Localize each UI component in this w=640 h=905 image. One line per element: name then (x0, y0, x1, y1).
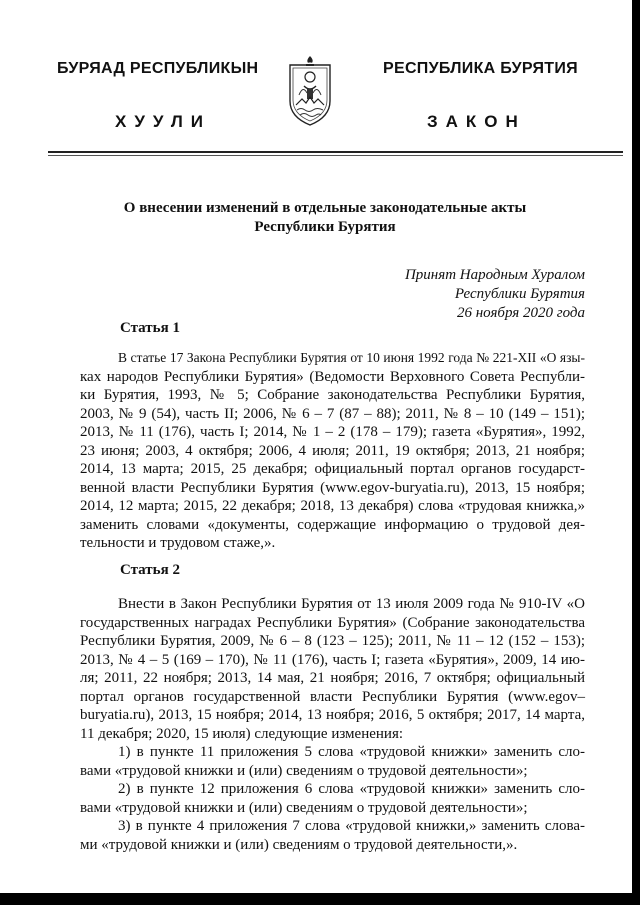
text-line: 2003, № 9 (54), часть II; 2006, № 6 – 7 (87 – 88); 2011, № 8 – 10 (149 – 151); (80, 405, 585, 422)
law-title (60, 199, 590, 237)
header-divider-thin (48, 155, 623, 156)
text-line: Внести в Закон Республики Бурятия от 13 июля 2009 года № 910-IV «О (118, 596, 585, 612)
article-2-heading: Статья 2 (120, 562, 180, 578)
header-russian-republic: РЕСПУБЛИКА БУРЯТИЯ (383, 60, 578, 77)
text-line: тельности и трудовом стаже,». (80, 535, 276, 551)
text-line: 2014, 12 марта; 2015, 22 декабря; 2018, 13 декабря) слова «трудовая книжка,» (80, 498, 585, 514)
law-title-line: Республики Бурятия (254, 219, 396, 235)
text-line: государственных наградах Республики Бурятия» (Собрание законодательства (80, 614, 585, 631)
text-line: портал органов государственной власти Республики Бурятия (www.egov– (80, 688, 585, 705)
header-divider-thick (48, 151, 623, 153)
list-item-line: вами «трудовой книжки и (или) сведениям о трудовой деятельности»; (80, 799, 528, 816)
article-2-body (80, 595, 585, 854)
coat-of-arms-icon (287, 55, 333, 127)
text-line: ля; 2011, 22 ноября; 2013, 14 мая, 21 ноября; 2016, 7 октября; официальный (80, 670, 585, 686)
header-russian-law: ЗАКОН (427, 112, 526, 131)
text-line: 2014, 13 марта; 2015, 25 декабря; официальный портал органов государст- (80, 461, 585, 477)
list-item-line: 2) в пункте 12 приложения 6 слова «трудовой книжки» заменить сло- (118, 781, 585, 797)
article-1-heading: Статья 1 (120, 320, 180, 336)
law-title-line: О внесении изменений в отдельные законодательные акты (123, 200, 527, 216)
header-buryat-law: ХУУЛИ (115, 112, 211, 131)
adoption-line: Принят Народным Хуралом (404, 267, 585, 283)
text-line: buryatia.ru), 2013, 15 ноября; 2014, 13 ноября; 2016, 5 октября; 2017, 14 марта, (80, 707, 585, 723)
text-line: венной власти Республики Бурятия (www.egov-buryatia.ru), 2013, 15 ноября; (80, 479, 585, 496)
list-item-line: 1) в пункте 11 приложения 5 слова «трудовой книжки» заменить сло- (118, 744, 585, 760)
text-line: 23 июня; 2003, 4 октября; 2006, 4 июля; 2011, 19 октября; 2013, 21 ноября; (80, 442, 585, 459)
text-line: заменить словами «документы, содержащие информацию о трудовой дея- (80, 516, 585, 533)
list-item-line: ми «трудовой книжки и (или) сведениям о трудовой деятельности,». (80, 836, 518, 853)
article-1-body (80, 349, 585, 553)
text-line: Республики Бурятия, 2009, № 6 – 8 (123 – 125); 2011, № 11 – 12 (152 – 153); (80, 633, 585, 649)
adoption-note (405, 266, 585, 323)
list-item-line: 3) в пункте 4 приложения 7 слова «трудовой книжки,» заменить слова- (118, 818, 585, 834)
text-line: 11 декабря; 2020, 15 июля) следующие изменения: (80, 725, 404, 742)
text-line: В статье 17 Закона Республики Бурятия от 10 июня 1992 года № 221-XII «О язы- (118, 350, 585, 365)
text-line: 2013, № 11 (176), часть I; 2014, № 1 – 2 (178 – 179); газета «Бурятия», 1992, (80, 424, 585, 440)
text-line: 2013, № 4 – 5 (169 – 170), № 11 (176), часть I; газета «Бурятия», 2009, 14 ию- (80, 651, 585, 668)
adoption-date: 26 ноября 2020 года (456, 305, 585, 321)
header-buryat-republic: БУРЯАД РЕСПУБЛИКЫН (57, 60, 259, 77)
text-line: ках народов Республики Бурятия» (Ведомости Верховного Совета Республи- (80, 368, 585, 385)
list-item-line: вами «трудовой книжки и (или) сведениям о трудовой деятельности»; (80, 762, 528, 779)
adoption-line: Республики Бурятия (454, 286, 585, 302)
text-line: ки Бурятия, 1993, № 5; Собрание законодательства Республики Бурятия, (80, 387, 585, 403)
